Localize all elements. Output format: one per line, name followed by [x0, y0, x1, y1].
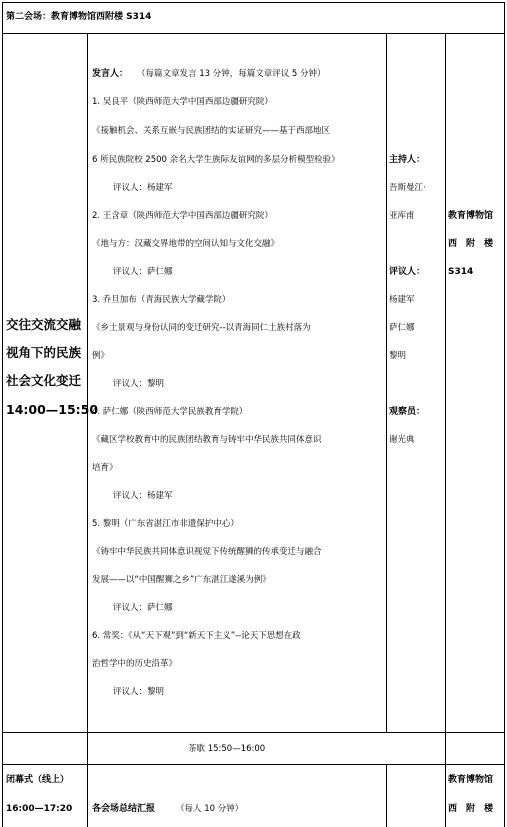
paper-title-line: 发展——以“中国醒狮之乡”广东湛江遂溪为例》 — [92, 575, 271, 585]
row-divider — [2, 732, 505, 733]
reviewer-line: 评议人：杨建军 — [113, 491, 173, 501]
paper-title-line: 培育》 — [92, 463, 118, 473]
speaker-name-line: 5. 黎明（广东省湛江市非遗保护中心） — [92, 519, 239, 529]
location-line: S314 — [448, 267, 474, 277]
paper-title-line: 例》 — [92, 351, 110, 361]
observer-name: 谢光典 — [389, 435, 415, 445]
speaker-name-line: 1. 吴良平（陕西师范大学中国西部边疆研究院） — [92, 97, 273, 107]
closing-location-line: 西 附 楼 — [448, 804, 494, 814]
paper-title-line: 《藏区学校教育中的民族团结教育与铸牢中华民族共同体意识 — [92, 435, 322, 445]
paper-title-line: 治哲学中的历史沿革》 — [92, 659, 178, 669]
reviewer-name: 杨建军 — [389, 295, 415, 305]
session-title-line: 视角下的民族 — [6, 345, 82, 360]
location-line: 西 附 楼 — [448, 239, 494, 249]
reviewer-name: 萨仁娜 — [389, 323, 415, 333]
column-divider — [386, 33, 387, 732]
row-divider — [2, 764, 505, 765]
host-name-line: 吾斯曼江· — [389, 183, 426, 193]
reviewer-name: 黎明 — [389, 351, 407, 361]
column-divider — [386, 764, 387, 827]
session-title-line: 社会文化变迁 — [6, 373, 82, 388]
closing-time: 16:00—17:20 — [6, 804, 73, 814]
session-title-line: 交往交流交融 — [6, 317, 82, 332]
paper-title-line: 6 所民族院校 2500 余名大学生族际友谊网的多层分析模型检验》 — [92, 155, 340, 165]
paper-title-line: 《地与方：汉藏交界地带的空间认知与文化交融》 — [92, 239, 280, 249]
column-divider — [87, 33, 88, 827]
reviewer-line: 评议人：黎明 — [113, 687, 165, 697]
speakers-label: 发言人： — [92, 69, 129, 79]
paper-title-line: 《铸牢中华民族共同体意识视觉下传统醒狮的传承变迁与融合 — [92, 547, 322, 557]
location-line: 教育博物馆 — [448, 211, 494, 221]
reviewer-line: 评议人：黎明 — [113, 379, 165, 389]
reviewer-line: 评议人：杨建军 — [113, 183, 173, 193]
session-table — [2, 33, 505, 827]
reviewers-label: 评议人： — [389, 267, 426, 277]
closing-note: （每人 10 分钟） — [176, 804, 244, 814]
host-name-line: 亚库甫 — [389, 211, 415, 221]
reviewer-line: 评议人：萨仁娜 — [113, 267, 173, 277]
column-divider — [445, 33, 446, 827]
session-time: 14:00—15:50 — [6, 402, 99, 417]
closing-location-line: 教育博物馆 — [448, 775, 494, 785]
speakers-note: （每篇文章发言 13 分钟，每篇文章评议 5 分钟） — [137, 69, 326, 79]
closing-item: 各会场总结汇报 — [92, 804, 156, 814]
speaker-name-line: 6. 常奖：《从“天下观”到“新天下主义”--论天下思想在政 — [92, 631, 301, 641]
venue-title: 第二会场：教育博物馆西附楼 S314 — [6, 12, 152, 22]
tea-break: 茶歇 15:50—16:00 — [188, 744, 266, 754]
paper-title-line: 《乡土景观与身份认同的变迁研究--以青海同仁土族村落为 — [92, 323, 311, 333]
speaker-name-line: 2. 王含章（陕西师范大学中国西部边疆研究院） — [92, 211, 273, 221]
host-label: 主持人： — [389, 155, 426, 165]
speaker-name-line: 4. 萨仁娜（陕西师范大学民族教育学院） — [92, 407, 248, 417]
speaker-name-line: 3. 乔旦加布（青海民族大学藏学院） — [92, 295, 231, 305]
paper-title-line: 《接触机会、关系互嵌与民族团结的实证研究——基于西部地区 — [92, 126, 331, 136]
observer-label: 观察员： — [389, 407, 426, 417]
closing-title: 闭幕式（线上） — [6, 775, 70, 785]
reviewer-line: 评议人：萨仁娜 — [113, 603, 173, 613]
